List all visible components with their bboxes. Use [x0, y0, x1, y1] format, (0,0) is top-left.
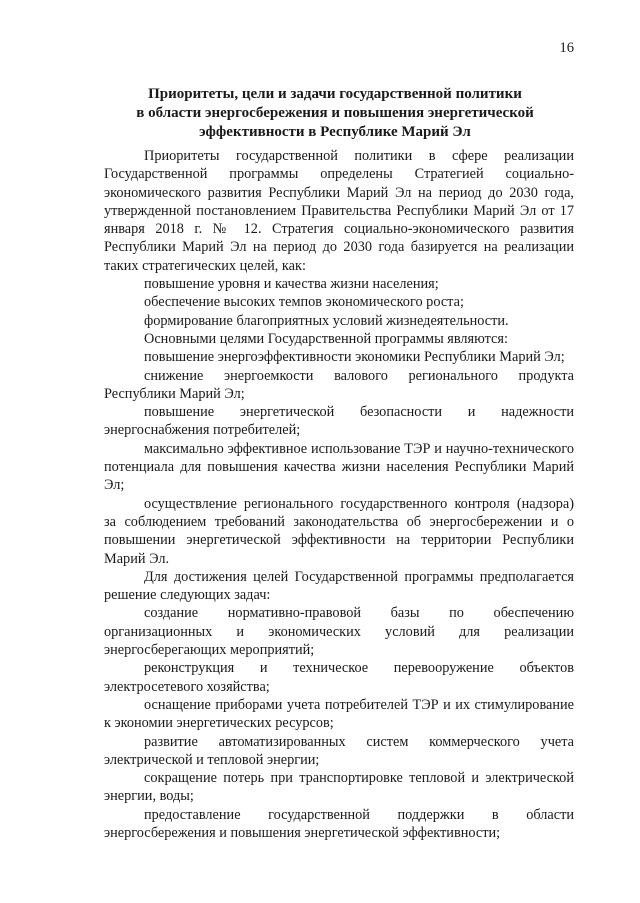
paragraph: снижение энергоемкости валового регионального продукта Республики Марий Эл; — [104, 367, 574, 402]
heading-line: эффективности в Республике Марий Эл — [199, 124, 471, 140]
document-body — [104, 147, 574, 842]
paragraph: максимально эффективное использование ТЭР и научно-технического потенциала для повышения качества жизни населения Республики Марий Эл; — [104, 440, 574, 494]
paragraph: формирование благоприятных условий жизнедеятельности. — [144, 312, 509, 329]
paragraph: создание нормативно-правовой базы по обеспечению организационных и экономических условий для реализации энергосберегающих мероприятий; — [104, 605, 574, 659]
heading-line: в области энергосбережения и повышения энергетической — [136, 105, 534, 121]
paragraph: повышение энергетической безопасности и надежности энергоснабжения потребителей; — [104, 404, 574, 439]
paragraph: повышение уровня и качества жизни населения; — [144, 276, 439, 293]
paragraph: реконструкция и техническое перевооружение объектов электросетевого хозяйства; — [104, 660, 574, 695]
paragraph: повышение энергоэффективности экономики Республики Марий Эл; — [144, 349, 565, 366]
paragraph: сокращение потерь при транспортировке тепловой и электрической энергии, воды; — [104, 770, 574, 805]
paragraph: Для достижения целей Государственной программы предполагается решение следующих задач: — [104, 568, 574, 604]
paragraph: обеспечение высоких темпов экономического роста; — [144, 294, 464, 311]
section-heading — [100, 85, 570, 142]
paragraph: Приоритеты государственной политики в сфере реализации Государственной программы определены Стратегией социально-экономического развития Республики Марий Эл на период до 2030 года, утвержденной постановлением Правительства Республики Марий Эл от 17 января 2018 г. № 12. Стратегия социально-экономического развития Республики Марий Эл на период до 2030 года базируется на реализации таких стратегических целей, как: — [104, 148, 574, 274]
page-number: 16 — [559, 40, 574, 56]
paragraph: предоставление государственной поддержки в области энергосбережения и повышения энергетической эффективности; — [104, 806, 574, 841]
paragraph: развитие автоматизированных систем коммерческого учета электрической и тепловой энергии; — [104, 733, 574, 768]
heading-line: Приоритеты, цели и задачи государственной политики — [148, 86, 522, 102]
paragraph: Основными целями Государственной программы являются: — [144, 330, 508, 347]
paragraph: оснащение приборами учета потребителей ТЭР и их стимулирование к экономии энергетических ресурсов; — [104, 696, 574, 732]
paragraph: осуществление регионального государственного контроля (надзора) за соблюдением требований законодательства об энергосбережении и о повышении энергетической эффективности на территории Республики Марий Эл. — [104, 495, 574, 567]
